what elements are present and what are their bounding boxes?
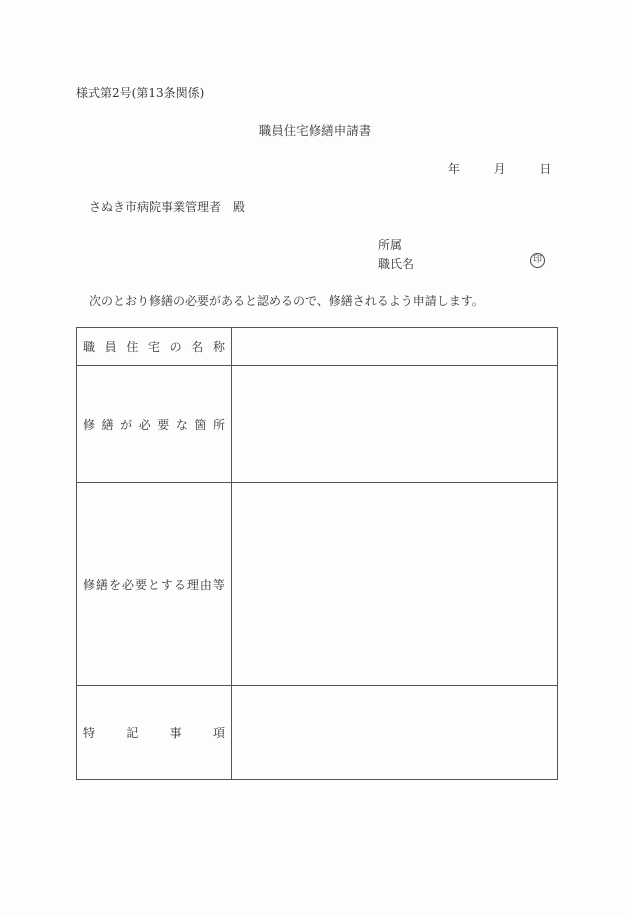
staff-name-label: 職氏名 [378,257,415,271]
application-form-table [76,327,558,780]
document-title: 職員住宅修繕申請書 [258,123,372,138]
label-char: 修 [83,417,96,432]
label-char: 等 [212,577,225,592]
label-char: 職 [83,340,96,354]
label-char: 箇 [194,417,207,432]
label-char: が [120,417,133,432]
row-label-special-notes [77,686,232,780]
label-char: と [147,577,160,592]
label-char: 記 [126,726,139,740]
label-char: 称 [212,340,225,354]
form-number: 様式第2号(第13条関係) [76,86,205,100]
label-char: 繕 [95,577,108,592]
label-char: る [173,577,186,592]
label-char: 必 [121,577,134,592]
row-label-repair-reason [77,483,232,686]
special-notes-field[interactable] [232,686,558,780]
label-char: を [108,577,121,592]
label-char: 宅 [147,340,160,354]
date-line [448,160,551,177]
label-char: 要 [134,577,147,592]
row-label-repair-location [77,366,232,483]
label-char: 要 [157,417,170,432]
housing-name-field[interactable] [232,328,558,366]
affiliation-label: 所属 [378,238,403,252]
seal-icon: 印 [530,253,545,268]
repair-location-field[interactable] [232,366,558,483]
table-row [77,328,558,366]
request-statement: 次のとおり修繕の必要があると認めるので、修繕されるよう申請します。 [89,294,484,308]
year-label: 年 [448,162,461,176]
label-char: 修 [83,577,96,592]
label-char: 名 [191,340,204,354]
row-label-housing-name [77,328,232,366]
table-row [77,366,558,483]
label-char: 員 [104,340,117,354]
label-char: 必 [138,417,151,432]
label-char: す [160,577,173,592]
repair-reason-field[interactable] [232,483,558,686]
label-char: 住 [126,340,139,354]
label-char: の [169,340,182,354]
month-label: 月 [493,162,506,176]
label-char: 項 [212,726,225,740]
label-char: 事 [169,726,182,740]
table-row [77,483,558,686]
label-char: 繕 [101,417,114,432]
table-row [77,686,558,780]
label-char: 由 [199,577,212,592]
addressee: さぬき市病院事業管理者 殿 [89,200,246,214]
label-char: 所 [212,417,225,432]
day-label: 日 [539,162,552,176]
label-char: 特 [83,726,96,740]
label-char: 理 [186,577,199,592]
label-char: な [175,417,188,432]
